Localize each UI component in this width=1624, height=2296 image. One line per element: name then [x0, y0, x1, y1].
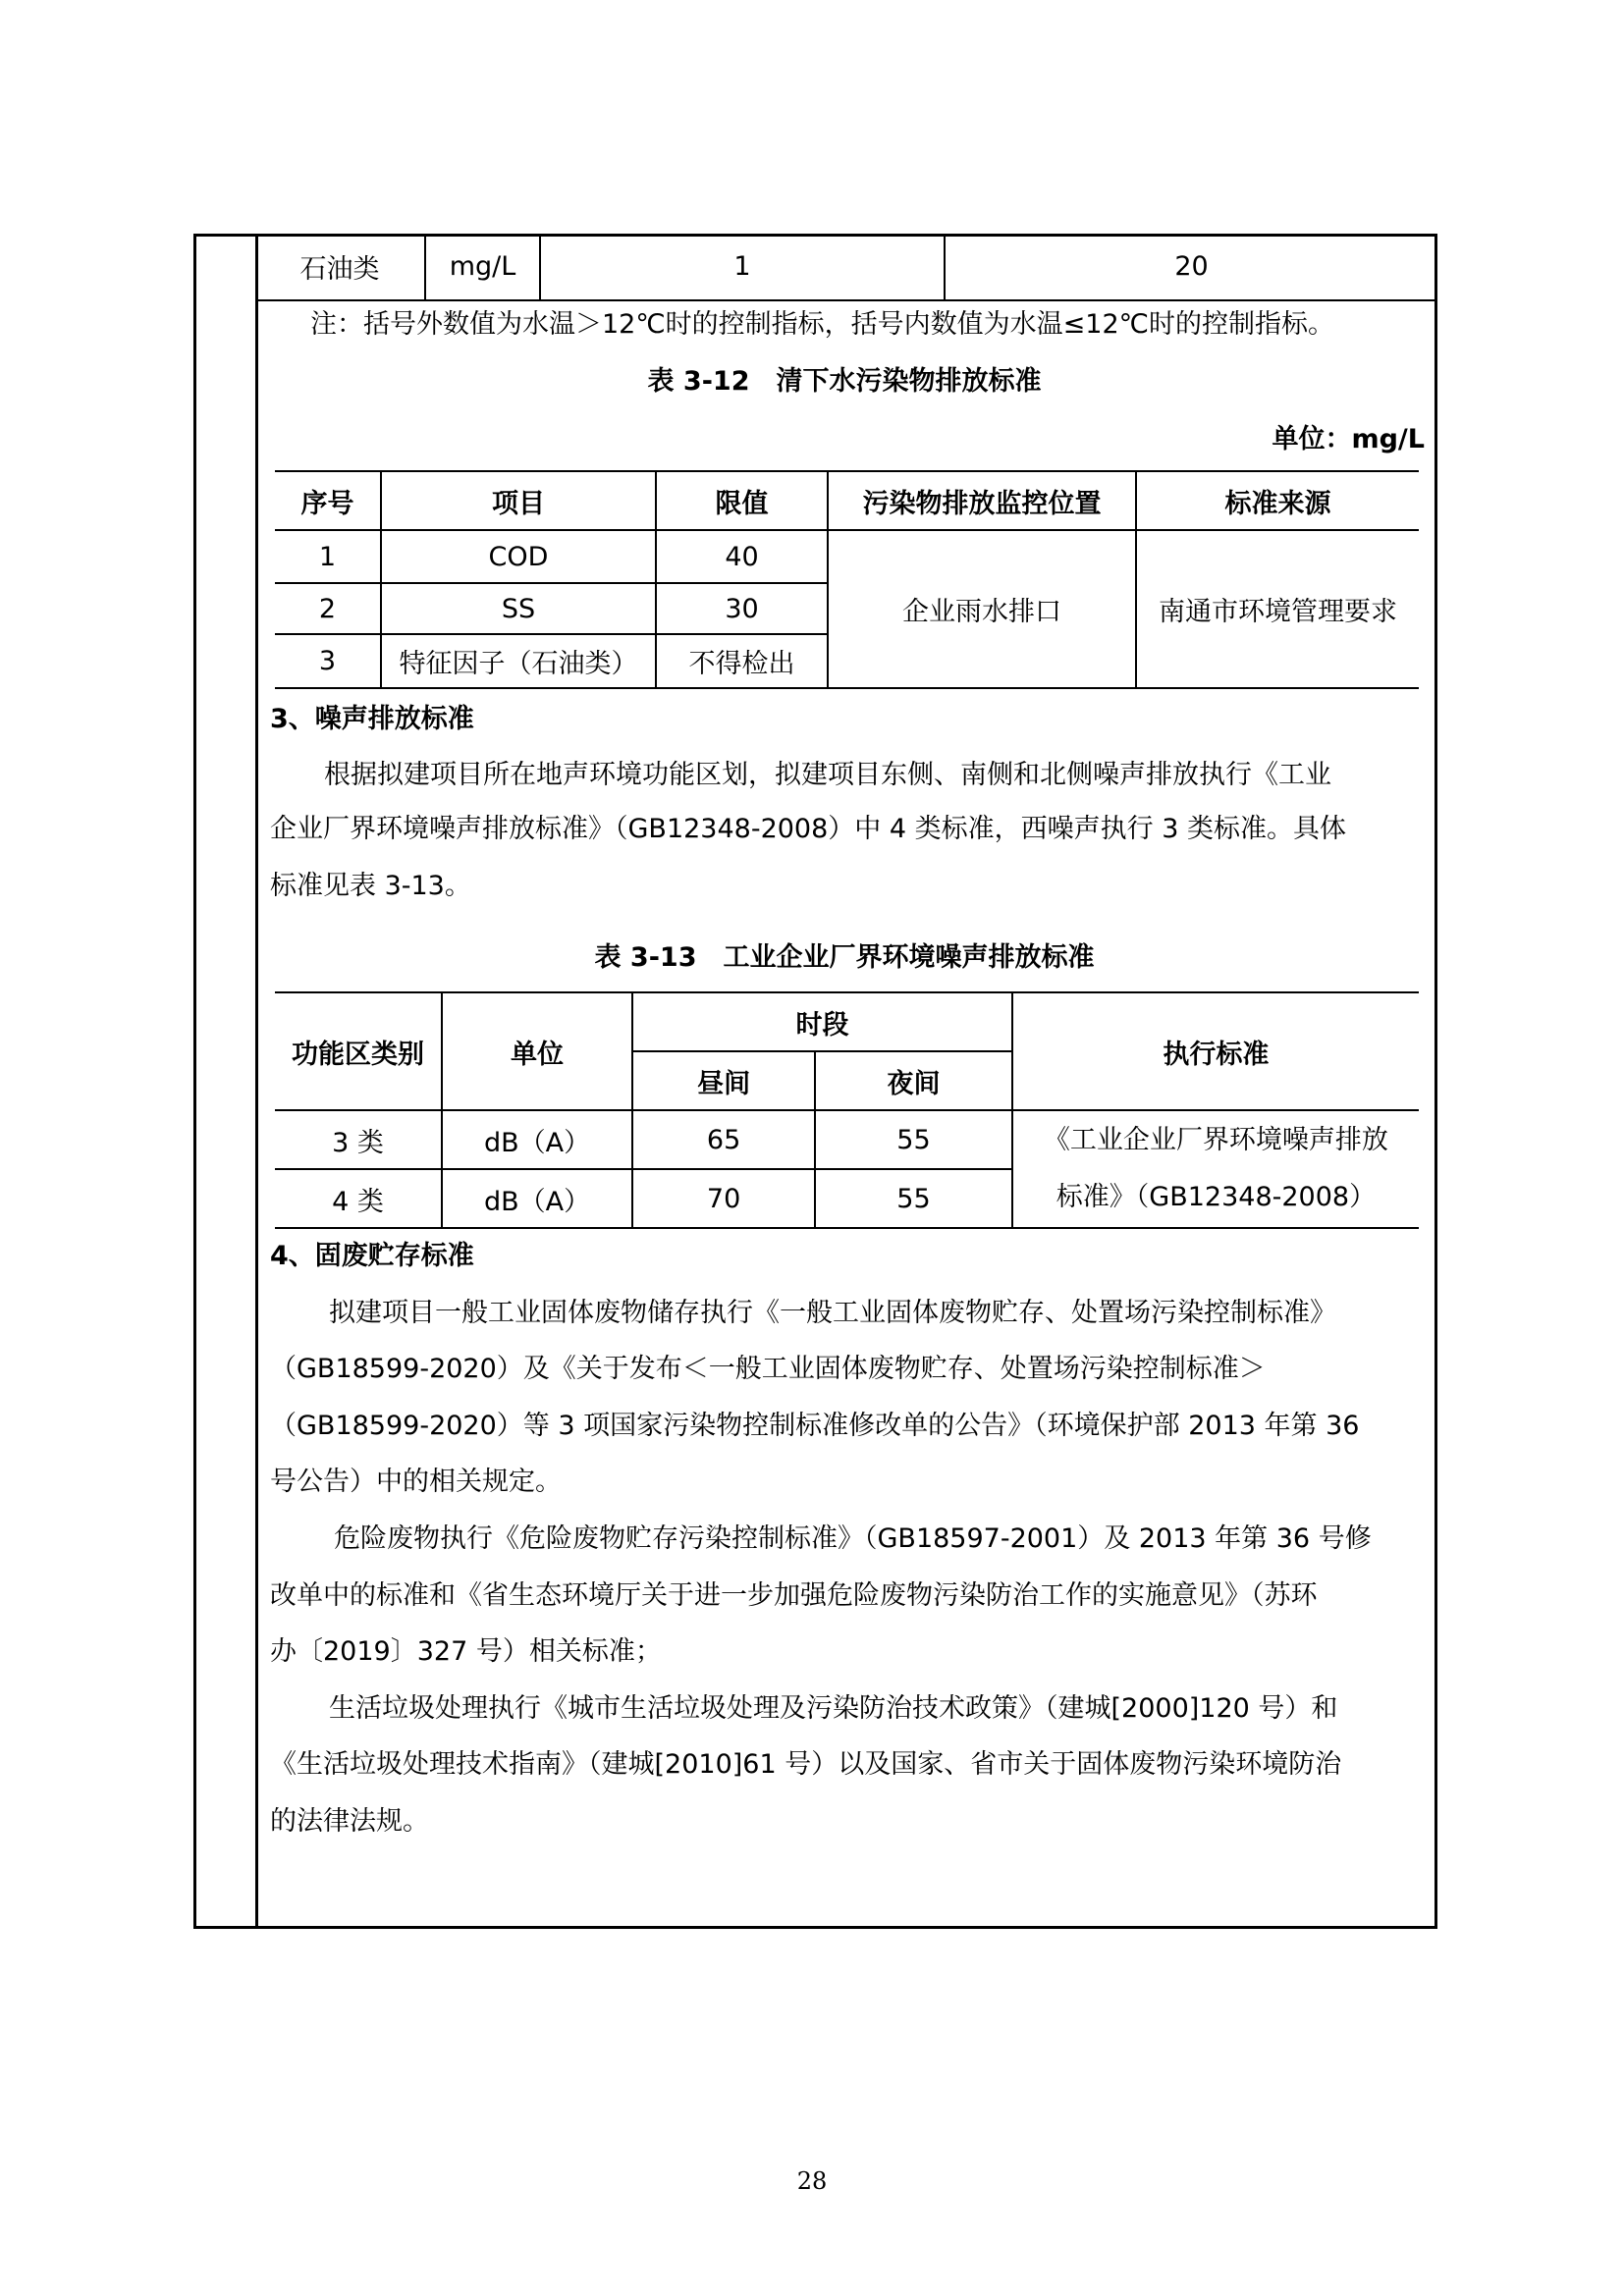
table-header: 时段	[632, 992, 1012, 1051]
standard-line: 标准》（GB12348-2008）	[1056, 1182, 1377, 1212]
section-4-p1-line: （GB18599-2020）及《关于发布＜一般工业固体废物贮存、处置场污染控制标准＞	[270, 1354, 1266, 1384]
table-cell: dB（A）	[442, 1110, 632, 1169]
section-4-p2-line: 改单中的标准和《省生态环境厅关于进一步加强危险废物污染防治工作的实施意见》（苏环	[270, 1580, 1318, 1611]
table-cell: 3	[275, 634, 381, 688]
section-3-line: 企业厂界环境噪声排放标准》（GB12348-2008）中 4 类标准，西噪声执行 3 类标准。具体	[270, 814, 1346, 844]
page-number: 28	[796, 2167, 828, 2195]
table-cell: 4 类	[275, 1169, 442, 1228]
section-4-p3-line: 《生活垃圾处理技术指南》（建城[2010]61 号）以及国家、省市关于固体废物污染环境防治	[270, 1749, 1342, 1780]
table-cell: COD	[381, 530, 656, 583]
section-3-heading: 3、噪声排放标准	[270, 704, 474, 734]
section-4-p1-line: 号公告）中的相关规定。	[270, 1467, 562, 1497]
section-4-p2-line: 危险废物执行《危险废物贮存污染控制标准》（GB18597-2001）及 2013 年第 36 号修	[334, 1523, 1372, 1554]
frame-divider	[255, 237, 258, 1926]
table-cell: 30	[656, 583, 828, 634]
table-header: 昼间	[632, 1051, 815, 1110]
table-cell-location: 企业雨水排口	[828, 530, 1136, 688]
top-table-cell: mg/L	[425, 234, 540, 300]
table-3-13-title: 表 3-13 工业企业厂界环境噪声排放标准	[594, 942, 1095, 973]
table-header: 单位	[442, 992, 632, 1110]
section-3-line: 根据拟建项目所在地声环境功能区划，拟建项目东侧、南侧和北侧噪声排放执行《工业	[324, 760, 1331, 790]
table-header: 项目	[381, 471, 656, 530]
table-header: 序号	[275, 471, 381, 530]
table-header: 标准来源	[1136, 471, 1419, 530]
standard-line: 《工业企业厂界环境噪声排放	[1043, 1125, 1388, 1155]
table-cell: 不得检出	[656, 634, 828, 688]
table-cell: 65	[632, 1110, 815, 1169]
section-4-p1-line: （GB18599-2020）等 3 项国家污染物控制标准修改单的公告》（环境保护部 2013 年第 36	[270, 1411, 1360, 1441]
table-3-12-unit: 单位：mg/L	[1272, 424, 1425, 454]
top-table	[255, 234, 1437, 301]
table-cell: 特征因子（石油类）	[381, 634, 656, 688]
section-4-p2-line: 办〔2019〕327 号）相关标准；	[270, 1636, 662, 1667]
table-header: 功能区类别	[275, 992, 442, 1110]
table-cell: 40	[656, 530, 828, 583]
table-header: 执行标准	[1012, 992, 1419, 1110]
top-table-cell: 1	[540, 234, 945, 300]
table-cell: dB（A）	[442, 1169, 632, 1228]
top-table-cell: 20	[945, 234, 1437, 300]
table-cell: 2	[275, 583, 381, 634]
table-3-12	[275, 470, 1419, 689]
section-4-p3-line: 生活垃圾处理执行《城市生活垃圾处理及污染防治技术政策》（建城[2000]120 号）和	[329, 1693, 1338, 1724]
table-cell: 55	[815, 1169, 1012, 1228]
table-3-12-title: 表 3-12 清下水污染物排放标准	[647, 366, 1042, 397]
table-cell: 3 类	[275, 1110, 442, 1169]
table-header: 污染物排放监控位置	[828, 471, 1136, 530]
table-header: 夜间	[815, 1051, 1012, 1110]
table-cell: 70	[632, 1169, 815, 1228]
table-cell: 1	[275, 530, 381, 583]
table-cell-standard	[1012, 1110, 1419, 1228]
section-4-heading: 4、固废贮存标准	[270, 1241, 474, 1271]
table-cell: SS	[381, 583, 656, 634]
table-cell: 55	[815, 1110, 1012, 1169]
top-table-cell: 石油类	[255, 234, 425, 300]
section-4-p3-line: 的法律法规。	[270, 1806, 429, 1837]
table-note: 注：括号外数值为水温＞12℃时的控制指标，括号内数值为水温≤12℃时的控制指标。	[310, 309, 1334, 340]
table-cell-source: 南通市环境管理要求	[1136, 530, 1419, 688]
section-3-line: 标准见表 3-13。	[270, 871, 471, 901]
section-4-p1-line: 拟建项目一般工业固体废物储存执行《一般工业固体废物贮存、处置场污染控制标准》	[329, 1298, 1336, 1328]
table-3-13	[275, 991, 1419, 1229]
table-header: 限值	[656, 471, 828, 530]
